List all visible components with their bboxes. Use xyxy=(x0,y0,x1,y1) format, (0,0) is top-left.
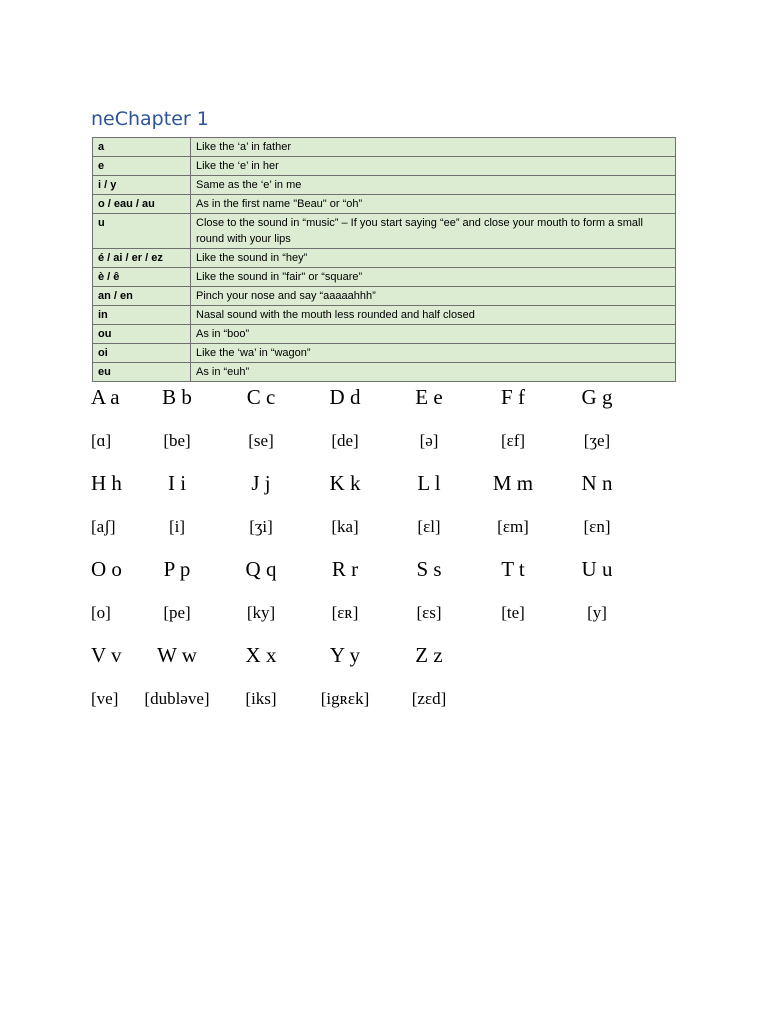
alphabet-ipa-row xyxy=(85,591,685,634)
sound-row xyxy=(93,249,676,268)
sound-description: Close to the sound in “music” – If you start saying “ee” and close your mouth to form a small round with your lips xyxy=(191,214,676,249)
sound-row xyxy=(93,195,676,214)
alphabet-grid xyxy=(85,376,685,720)
sound-row xyxy=(93,268,676,287)
alphabet-pronunciation: [ʒi] xyxy=(249,516,273,536)
sound-letter: a xyxy=(93,138,191,157)
sound-letter: i / y xyxy=(93,176,191,195)
alphabet-pronunciation: [i] xyxy=(168,516,186,536)
alphabet-pronunciation: [ɛn] xyxy=(583,516,611,536)
alphabet-pronunciation: [iks] xyxy=(245,688,277,708)
sound-letter: ou xyxy=(93,325,191,344)
alphabet-pronunciation: [ʒe] xyxy=(583,430,611,450)
alphabet-letter: I i xyxy=(167,471,187,495)
sound-letter: eu xyxy=(93,363,191,382)
sound-row xyxy=(93,157,676,176)
alphabet-pronunciation: [ɛl] xyxy=(417,516,441,536)
alphabet-pronunciation: [ə] xyxy=(419,430,439,450)
alphabet-pronunciation: [ka] xyxy=(331,516,359,536)
sound-table-body xyxy=(93,138,676,382)
alphabet-letter: C c xyxy=(246,385,276,409)
sound-letter: è / ê xyxy=(93,268,191,287)
alphabet-pronunciation: [o] xyxy=(91,602,111,622)
alphabet-letter: Q q xyxy=(245,557,277,581)
sound-letter: é / ai / er / ez xyxy=(93,249,191,268)
alphabet-pronunciation: [ky] xyxy=(246,602,276,622)
alphabet-ipa-row xyxy=(85,677,685,720)
alphabet-letter: N n xyxy=(581,471,613,495)
alphabet-letter: O o xyxy=(91,557,122,581)
sound-description: As in the first name "Beau" or “oh” xyxy=(191,195,676,214)
alphabet-letter-row xyxy=(85,462,685,505)
sound-letter: in xyxy=(93,306,191,325)
alphabet-letter: T t xyxy=(501,557,525,581)
alphabet-letter: L l xyxy=(417,471,441,495)
alphabet-pronunciation: [ɛs] xyxy=(416,602,442,622)
alphabet-ipa-row xyxy=(85,419,685,462)
alphabet-letter: F f xyxy=(501,385,525,409)
sound-letter: e xyxy=(93,157,191,176)
sound-row xyxy=(93,214,676,249)
sound-row xyxy=(93,306,676,325)
alphabet-pronunciation: [se] xyxy=(248,430,274,450)
sound-table xyxy=(92,137,676,382)
alphabet-pronunciation: [ɛʀ] xyxy=(331,602,359,622)
sound-row xyxy=(93,176,676,195)
alphabet-letter: Y y xyxy=(329,643,361,667)
alphabet-letter-row xyxy=(85,634,685,677)
alphabet-pronunciation: [ɑ] xyxy=(91,430,112,450)
alphabet-pronunciation: [ɛf] xyxy=(500,430,526,450)
alphabet-letter: H h xyxy=(91,471,122,495)
sound-description: As in “euh” xyxy=(191,363,676,382)
alphabet-letter: K k xyxy=(329,471,361,495)
alphabet-letter-row xyxy=(85,548,685,591)
alphabet-pronunciation: [y] xyxy=(587,602,607,622)
sound-description: Like the ‘a’ in father xyxy=(191,138,676,157)
sound-row xyxy=(93,138,676,157)
alphabet-pronunciation: [ve] xyxy=(91,688,119,708)
alphabet-letter: V v xyxy=(91,643,122,667)
alphabet-pronunciation: [dubləve] xyxy=(144,688,210,708)
alphabet-letter: M m xyxy=(492,471,534,495)
alphabet-pronunciation: [be] xyxy=(163,430,191,450)
chapter-heading: neChapter 1 xyxy=(91,108,209,130)
alphabet-ipa-row xyxy=(85,505,685,548)
alphabet-letter: P p xyxy=(163,557,191,581)
alphabet-pronunciation: [de] xyxy=(331,430,359,450)
alphabet-letter: D d xyxy=(329,385,361,409)
alphabet-pronunciation: [ɛm] xyxy=(497,516,529,536)
sound-row xyxy=(93,325,676,344)
sound-description: Like the sound in "fair" or “square” xyxy=(191,268,676,287)
alphabet-letter-row xyxy=(85,376,685,419)
sound-description: Like the ‘wa’ in “wagon” xyxy=(191,344,676,363)
sound-description: As in “boo” xyxy=(191,325,676,344)
sound-row xyxy=(93,344,676,363)
sound-letter: an / en xyxy=(93,287,191,306)
alphabet-letter: E e xyxy=(415,385,443,409)
alphabet-letter: W w xyxy=(157,643,197,667)
alphabet-pronunciation: [te] xyxy=(501,602,525,622)
sound-description: Like the sound in “hey” xyxy=(191,249,676,268)
alphabet-letter: A a xyxy=(91,385,120,409)
alphabet-letter: X x xyxy=(245,643,277,667)
sound-description: Same as the ‘e’ in me xyxy=(191,176,676,195)
alphabet-letter: Z z xyxy=(415,643,443,667)
sound-letter: o / eau / au xyxy=(93,195,191,214)
sound-description: Pinch your nose and say “aaaaahhh” xyxy=(191,287,676,306)
sound-description: Nasal sound with the mouth less rounded and half closed xyxy=(191,306,676,325)
sound-letter: u xyxy=(93,214,191,249)
sound-row xyxy=(93,287,676,306)
alphabet-letter: J j xyxy=(251,471,271,495)
alphabet-pronunciation: [igʀɛk] xyxy=(320,688,370,708)
alphabet-pronunciation: [pe] xyxy=(163,602,191,622)
alphabet-letter: G g xyxy=(581,385,613,409)
alphabet-letter: B b xyxy=(162,385,192,409)
sound-description: Like the ‘e’ in her xyxy=(191,157,676,176)
alphabet-letter: S s xyxy=(416,557,442,581)
sound-letter: oi xyxy=(93,344,191,363)
alphabet-letter: U u xyxy=(581,557,613,581)
alphabet-letter: R r xyxy=(331,557,359,581)
alphabet-pronunciation: [aʃ] xyxy=(91,516,116,536)
alphabet-pronunciation: [zɛd] xyxy=(411,688,447,708)
